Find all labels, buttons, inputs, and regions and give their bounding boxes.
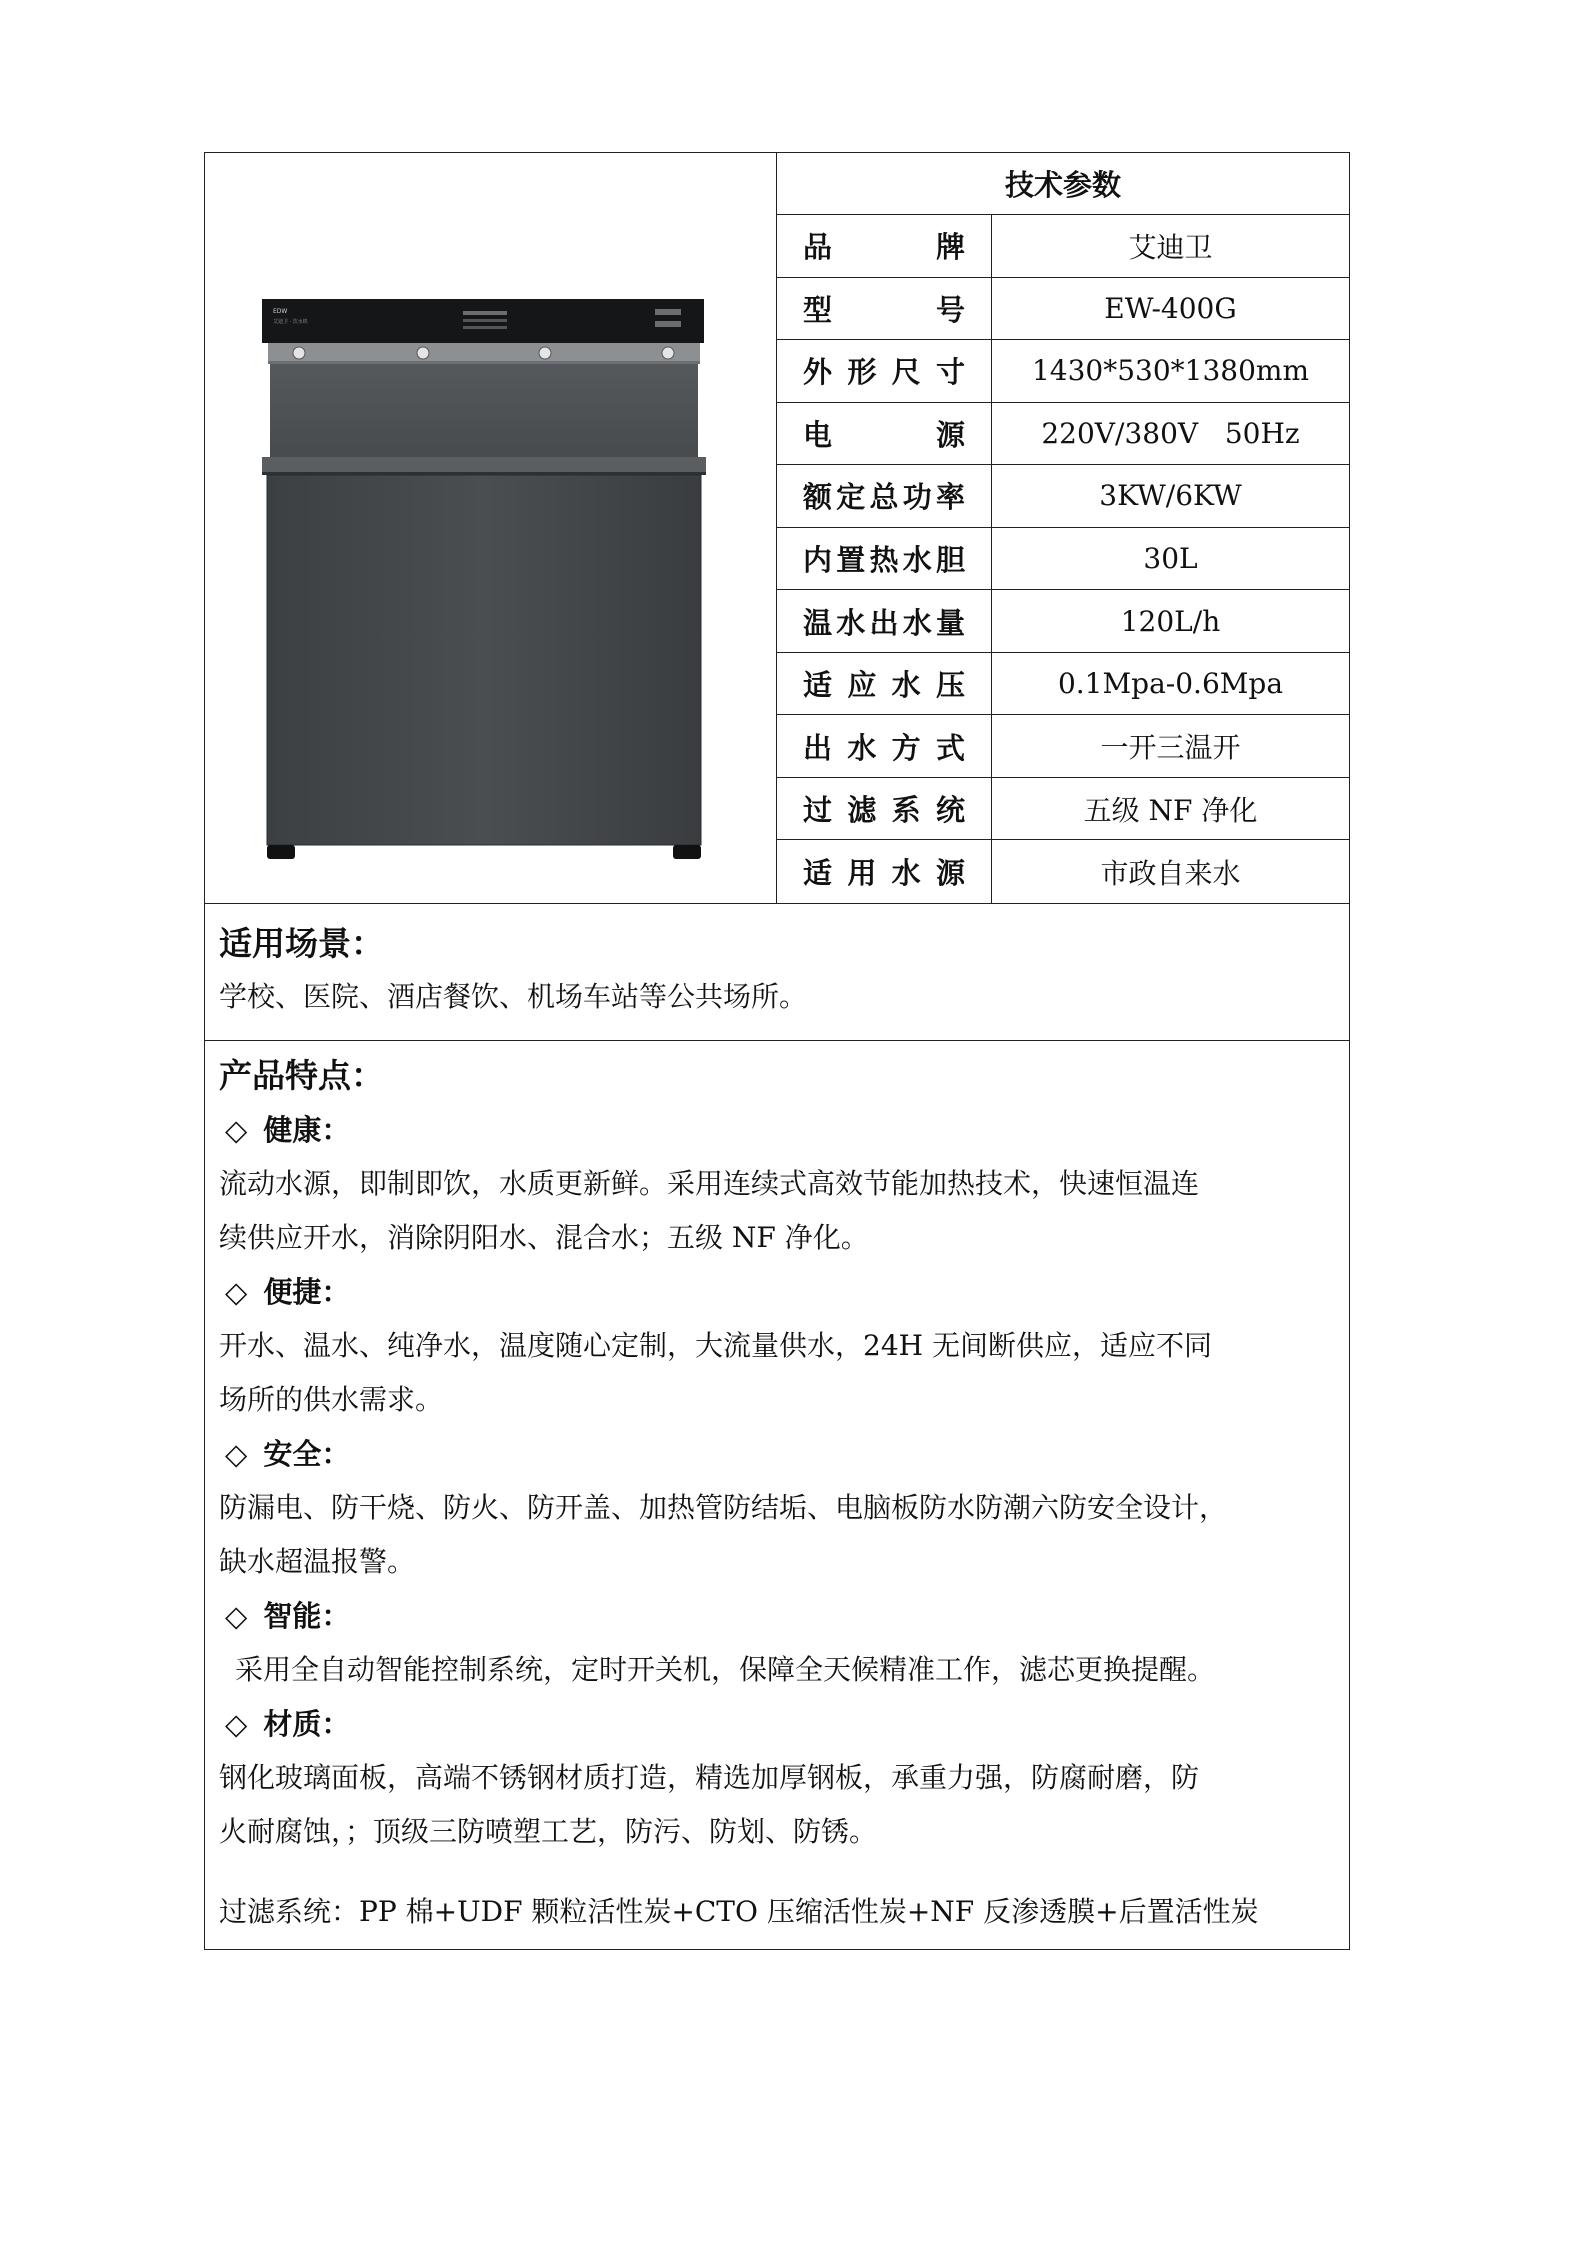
spec-row-brand xyxy=(777,215,1349,278)
feature-text-line: 缺水超温报警。 xyxy=(219,1545,416,1578)
feature-material-title: ◇ 材质： xyxy=(225,1707,351,1741)
spec-value: 市政自来水 xyxy=(1100,856,1241,890)
spec-sheet xyxy=(204,152,1350,1950)
feature-text-line: 钢化玻璃面板，高端不锈钢材质打造，精选加厚钢板，承重力强，防腐耐磨，防 xyxy=(219,1761,1200,1794)
features-heading: 产品特点： xyxy=(219,1056,384,1095)
product-photo xyxy=(205,153,777,903)
scene-text: 学校、医院、酒店餐饮、机场车站等公共场所。 xyxy=(219,980,808,1013)
scene-heading: 适用场景： xyxy=(219,924,384,963)
spec-row-rated-power xyxy=(777,465,1349,528)
spec-row-water-source xyxy=(777,840,1349,903)
spec-label: 电源 xyxy=(803,417,965,452)
spec-value: 30L xyxy=(1143,541,1198,575)
spec-value: EW-400G xyxy=(1104,291,1237,325)
feature-text-line: 续供应开水，消除阴阳水、混合水；五级 NF 净化。 xyxy=(219,1221,869,1254)
spec-label: 型号 xyxy=(803,292,965,327)
spec-table-title: 技术参数 xyxy=(777,153,1349,215)
spec-label: 温水出水量 xyxy=(803,605,965,640)
feature-text-line: 火耐腐蚀，；顶级三防喷塑工艺，防污、防划、防锈。 xyxy=(219,1815,878,1848)
diamond-bullet-icon: ◇ xyxy=(225,1599,248,1633)
spec-value: 1430*530*1380mm xyxy=(1031,354,1310,388)
spec-label: 过滤系统 xyxy=(803,793,965,828)
spec-row-outlet-mode xyxy=(777,715,1349,778)
spec-row-warm-output xyxy=(777,590,1349,653)
feature-text-line: 防漏电、防干烧、防火、防开盖、加热管防结垢、电脑板防水防潮六防安全设计， xyxy=(219,1491,1228,1524)
spec-row-hot-tank xyxy=(777,528,1349,591)
spec-value: 120L/h xyxy=(1120,604,1221,638)
feature-safety-title: ◇ 安全： xyxy=(225,1437,351,1471)
feature-text-line: 场所的供水需求。 xyxy=(219,1383,444,1416)
feature-health-title: ◇ 健康： xyxy=(225,1113,351,1147)
spec-label: 外形尺寸 xyxy=(803,355,965,390)
svg-text:EDW: EDW xyxy=(273,308,288,315)
spec-row-filter-system xyxy=(777,778,1349,841)
spec-label: 内置热水胆 xyxy=(803,542,965,577)
spec-row-power-supply xyxy=(777,403,1349,466)
features-section xyxy=(205,1041,1349,1949)
spec-value: 0.1Mpa-0.6Mpa xyxy=(1057,667,1284,701)
scene-section xyxy=(205,904,1349,1041)
spec-label: 品牌 xyxy=(803,230,965,265)
diamond-bullet-icon: ◇ xyxy=(225,1707,248,1741)
spec-value: 五级 NF 净化 xyxy=(1083,793,1258,827)
water-dispenser-image xyxy=(205,153,775,903)
diamond-bullet-icon: ◇ xyxy=(225,1437,248,1471)
feature-convenience-title: ◇ 便捷： xyxy=(225,1275,351,1309)
top-section xyxy=(205,153,1349,904)
feature-text-line: 开水、温水、纯净水，温度随心定制，大流量供水，24H 无间断供应，适应不同 xyxy=(219,1329,1212,1362)
spec-row-water-pressure xyxy=(777,653,1349,716)
feature-text-line: 流动水源，即制即饮，水质更新鲜。采用连续式高效节能加热技术，快速恒温连 xyxy=(219,1167,1200,1200)
spec-value: 一开三温开 xyxy=(1100,731,1241,765)
spec-label: 适用水源 xyxy=(803,856,965,891)
spec-label: 出水方式 xyxy=(803,730,965,765)
spec-value: 220V/380V 50Hz xyxy=(1041,416,1300,450)
diamond-bullet-icon: ◇ xyxy=(225,1113,248,1147)
diamond-bullet-icon: ◇ xyxy=(225,1275,248,1309)
spec-label: 适应水压 xyxy=(803,668,965,703)
spec-row-model xyxy=(777,278,1349,341)
spec-table xyxy=(777,153,1349,903)
spec-row-dimensions xyxy=(777,340,1349,403)
filter-system-line: 过滤系统：PP 棉+UDF 颗粒活性炭+CTO 压缩活性炭+NF 反渗透膜+后置活性炭 xyxy=(219,1895,1259,1928)
spec-value: 艾迪卫 xyxy=(1128,230,1213,264)
feature-text-line: 采用全自动智能控制系统，定时开关机，保障全天候精准工作，滤芯更换提醒。 xyxy=(235,1653,1216,1686)
feature-smart-title: ◇ 智能： xyxy=(225,1599,351,1633)
svg-text:艾迪卫 · 饮水机: 艾迪卫 · 饮水机 xyxy=(273,319,308,325)
spec-value: 3KW/6KW xyxy=(1099,479,1242,513)
spec-label: 额定总功率 xyxy=(803,480,965,515)
